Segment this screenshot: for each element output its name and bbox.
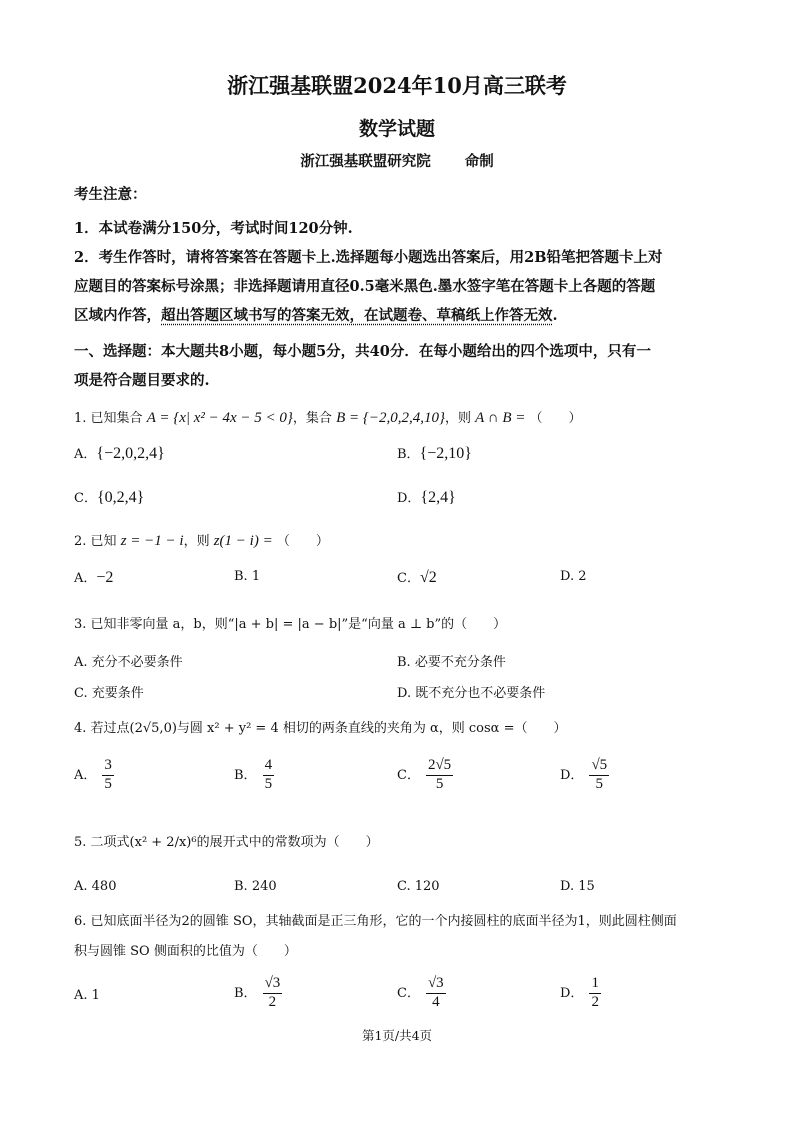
- q6-option-d-label: D．: [560, 985, 584, 1001]
- q2-text-a: 2. 已知: [74, 534, 117, 549]
- q3-option-b: B. 必要不充分条件: [397, 655, 506, 670]
- q4-option-d-denominator: 5: [595, 775, 604, 792]
- q6-option-d-fraction: [589, 976, 601, 1011]
- exam-title: 浙江强基联盟2024年10月高三联考: [227, 73, 567, 98]
- notice-emphasis: 超出答题区域书写的答案无效，在试题卷、草稿纸上作答无效: [161, 307, 553, 324]
- issuer-suffix: 命制: [464, 153, 494, 170]
- q1-option-c-label: C．: [74, 491, 97, 506]
- q6-option-b-label: B．: [234, 985, 257, 1001]
- q1-text-c: ，则: [444, 411, 471, 426]
- q5-option-a: A. 480: [74, 879, 117, 894]
- q1-option-b-value: {−2,10}: [419, 445, 472, 462]
- q2-option-c-label: C．: [397, 571, 420, 586]
- question-6-stem-line-2: 积与圆锥 SO 侧面积的比值为（ ）: [74, 944, 297, 959]
- q6-option-a: A. 1: [74, 988, 100, 1003]
- q2-expression: z(1 − i) =: [213, 533, 273, 549]
- q5-option-c: C. 120: [397, 879, 440, 894]
- q1-option-b-label: B．: [397, 447, 420, 462]
- q2-option-d: D. 2: [560, 569, 587, 584]
- q6-option-b-numerator: √3: [263, 976, 283, 994]
- q2-option-c: [397, 567, 437, 587]
- issuer-name: 浙江强基联盟研究院: [300, 153, 431, 170]
- q1-option-d-value: {2,4}: [420, 489, 456, 506]
- q1-text-b: ，集合: [292, 411, 332, 426]
- q1-option-a-label: A．: [74, 447, 97, 462]
- q4-option-c-numerator: 2√5: [426, 758, 453, 776]
- q2-paren: （ ）: [276, 534, 329, 549]
- q4-option-c-denominator: 5: [435, 775, 444, 792]
- section-heading-line-2: 项是符合题目要求的.: [74, 372, 210, 389]
- q6-option-c-numerator: √3: [426, 976, 446, 994]
- q4-option-a-numerator: 3: [102, 758, 114, 776]
- q6-option-d-numerator: 1: [589, 976, 601, 994]
- q1-option-a: [74, 443, 165, 463]
- q6-option-c-fraction: [426, 976, 446, 1011]
- notice-item-2-line-2: 应题目的答案标号涂黑；非选择题请用直径0.5毫米黑色.墨水签字笔在答题卡上各题的答题: [74, 278, 656, 295]
- question-5-stem: 5. 二项式(x² + 2/x)⁶的展开式中的常数项为（ ）: [74, 835, 379, 850]
- notice-item-1: 1．本试卷满分150分，考试时间120分钟.: [74, 220, 353, 237]
- page-number: 第1页/共4页: [361, 1028, 433, 1043]
- q1-paren: （ ）: [529, 411, 582, 426]
- exam-subject: 数学试题: [358, 118, 435, 140]
- q4-option-c-fraction: [426, 758, 453, 793]
- q5-option-d: D. 15: [560, 879, 595, 894]
- q2-option-a: [74, 567, 113, 587]
- question-2-stem: [74, 530, 734, 550]
- q6-option-b-fraction: [263, 976, 283, 1011]
- q1-option-b: [397, 443, 472, 463]
- q4-option-a: [74, 758, 114, 793]
- q1-text-a: 1. 已知集合: [74, 411, 143, 426]
- q4-option-b-label: B．: [234, 767, 257, 783]
- q2-text-b: ，则: [183, 534, 210, 549]
- exam-issuer: [0, 150, 794, 171]
- q2-condition: z = −1 − i: [120, 533, 184, 549]
- q1-option-d-label: D．: [397, 491, 421, 506]
- q2-option-b: B. 1: [234, 569, 261, 584]
- q1-option-a-value: {−2,0,2,4}: [96, 445, 165, 462]
- q4-option-a-denominator: 5: [104, 775, 112, 792]
- question-4-stem: 4. 若过点(2√5,0)与圆 x² + y² = 4 相切的两条直线的夹角为 α，则 cosα =（ ）: [74, 721, 567, 736]
- q4-option-a-fraction: [102, 758, 114, 793]
- q4-option-c: [397, 758, 453, 793]
- q2-option-a-label: A．: [74, 571, 97, 586]
- q4-option-b-numerator: 4: [263, 758, 275, 776]
- q3-option-c: C. 充要条件: [74, 686, 144, 701]
- q6-option-d: [560, 976, 601, 1011]
- q2-option-a-value: −2: [96, 569, 114, 586]
- q1-expression: A ∩ B =: [475, 410, 526, 426]
- q4-option-b-denominator: 5: [264, 775, 273, 792]
- q5-option-b: B. 240: [234, 879, 277, 894]
- q3-option-d: D. 既不充分也不必要条件: [397, 686, 546, 701]
- q1-option-d: [397, 487, 456, 507]
- q1-set-b: B = {−2,0,2,4,10}: [336, 410, 445, 426]
- q4-option-b-fraction: [263, 758, 275, 793]
- q6-option-b: [234, 976, 282, 1011]
- question-1-stem: [74, 407, 734, 427]
- q1-option-c-value: {0,2,4}: [96, 489, 145, 506]
- q4-option-d-numerator: √5: [589, 758, 609, 776]
- q4-option-d: [560, 758, 609, 793]
- section-heading-line-1: 一、选择题：本大题共8小题，每小题5分，共40分．在每小题给出的四个选项中，只有一: [74, 343, 651, 360]
- q2-option-c-value: √2: [419, 569, 437, 586]
- q1-set-a: A = {x| x² − 4x − 5 < 0}: [146, 410, 293, 426]
- q4-option-d-fraction: [589, 758, 609, 793]
- notice-item-2-line-1: 2．考生作答时，请将答案答在答题卡上.选择题每小题选出答案后，用2B铅笔把答题卡上对: [74, 249, 663, 266]
- q4-option-b: [234, 758, 274, 793]
- q1-option-c: [74, 487, 144, 507]
- q6-option-c: [397, 976, 446, 1011]
- q6-option-c-denominator: 4: [432, 993, 440, 1010]
- question-6-stem-line-1: 6. 已知底面半径为2的圆锥 SO，其轴截面是正三角形，它的一个内接圆柱的底面半径为1，则此圆柱侧面: [74, 914, 677, 929]
- q4-option-d-label: D．: [560, 767, 584, 783]
- notice-text: 区域内作答，: [74, 307, 161, 324]
- notice-item-2-line-3: [74, 304, 734, 325]
- notice-heading: 考生注意：: [74, 186, 147, 203]
- q3-option-a: A. 充分不必要条件: [74, 655, 183, 670]
- q6-option-b-denominator: 2: [268, 993, 277, 1010]
- q4-option-a-label: A．: [74, 767, 97, 783]
- q6-option-d-denominator: 2: [591, 993, 599, 1010]
- question-3-stem: 3. 已知非零向量 a，b，则“|a + b| = |a − b|”是“向量 a ⊥ b”的（ ）: [74, 617, 507, 632]
- notice-period: .: [552, 307, 558, 324]
- q6-option-c-label: C．: [397, 985, 420, 1001]
- q4-option-c-label: C．: [397, 767, 420, 783]
